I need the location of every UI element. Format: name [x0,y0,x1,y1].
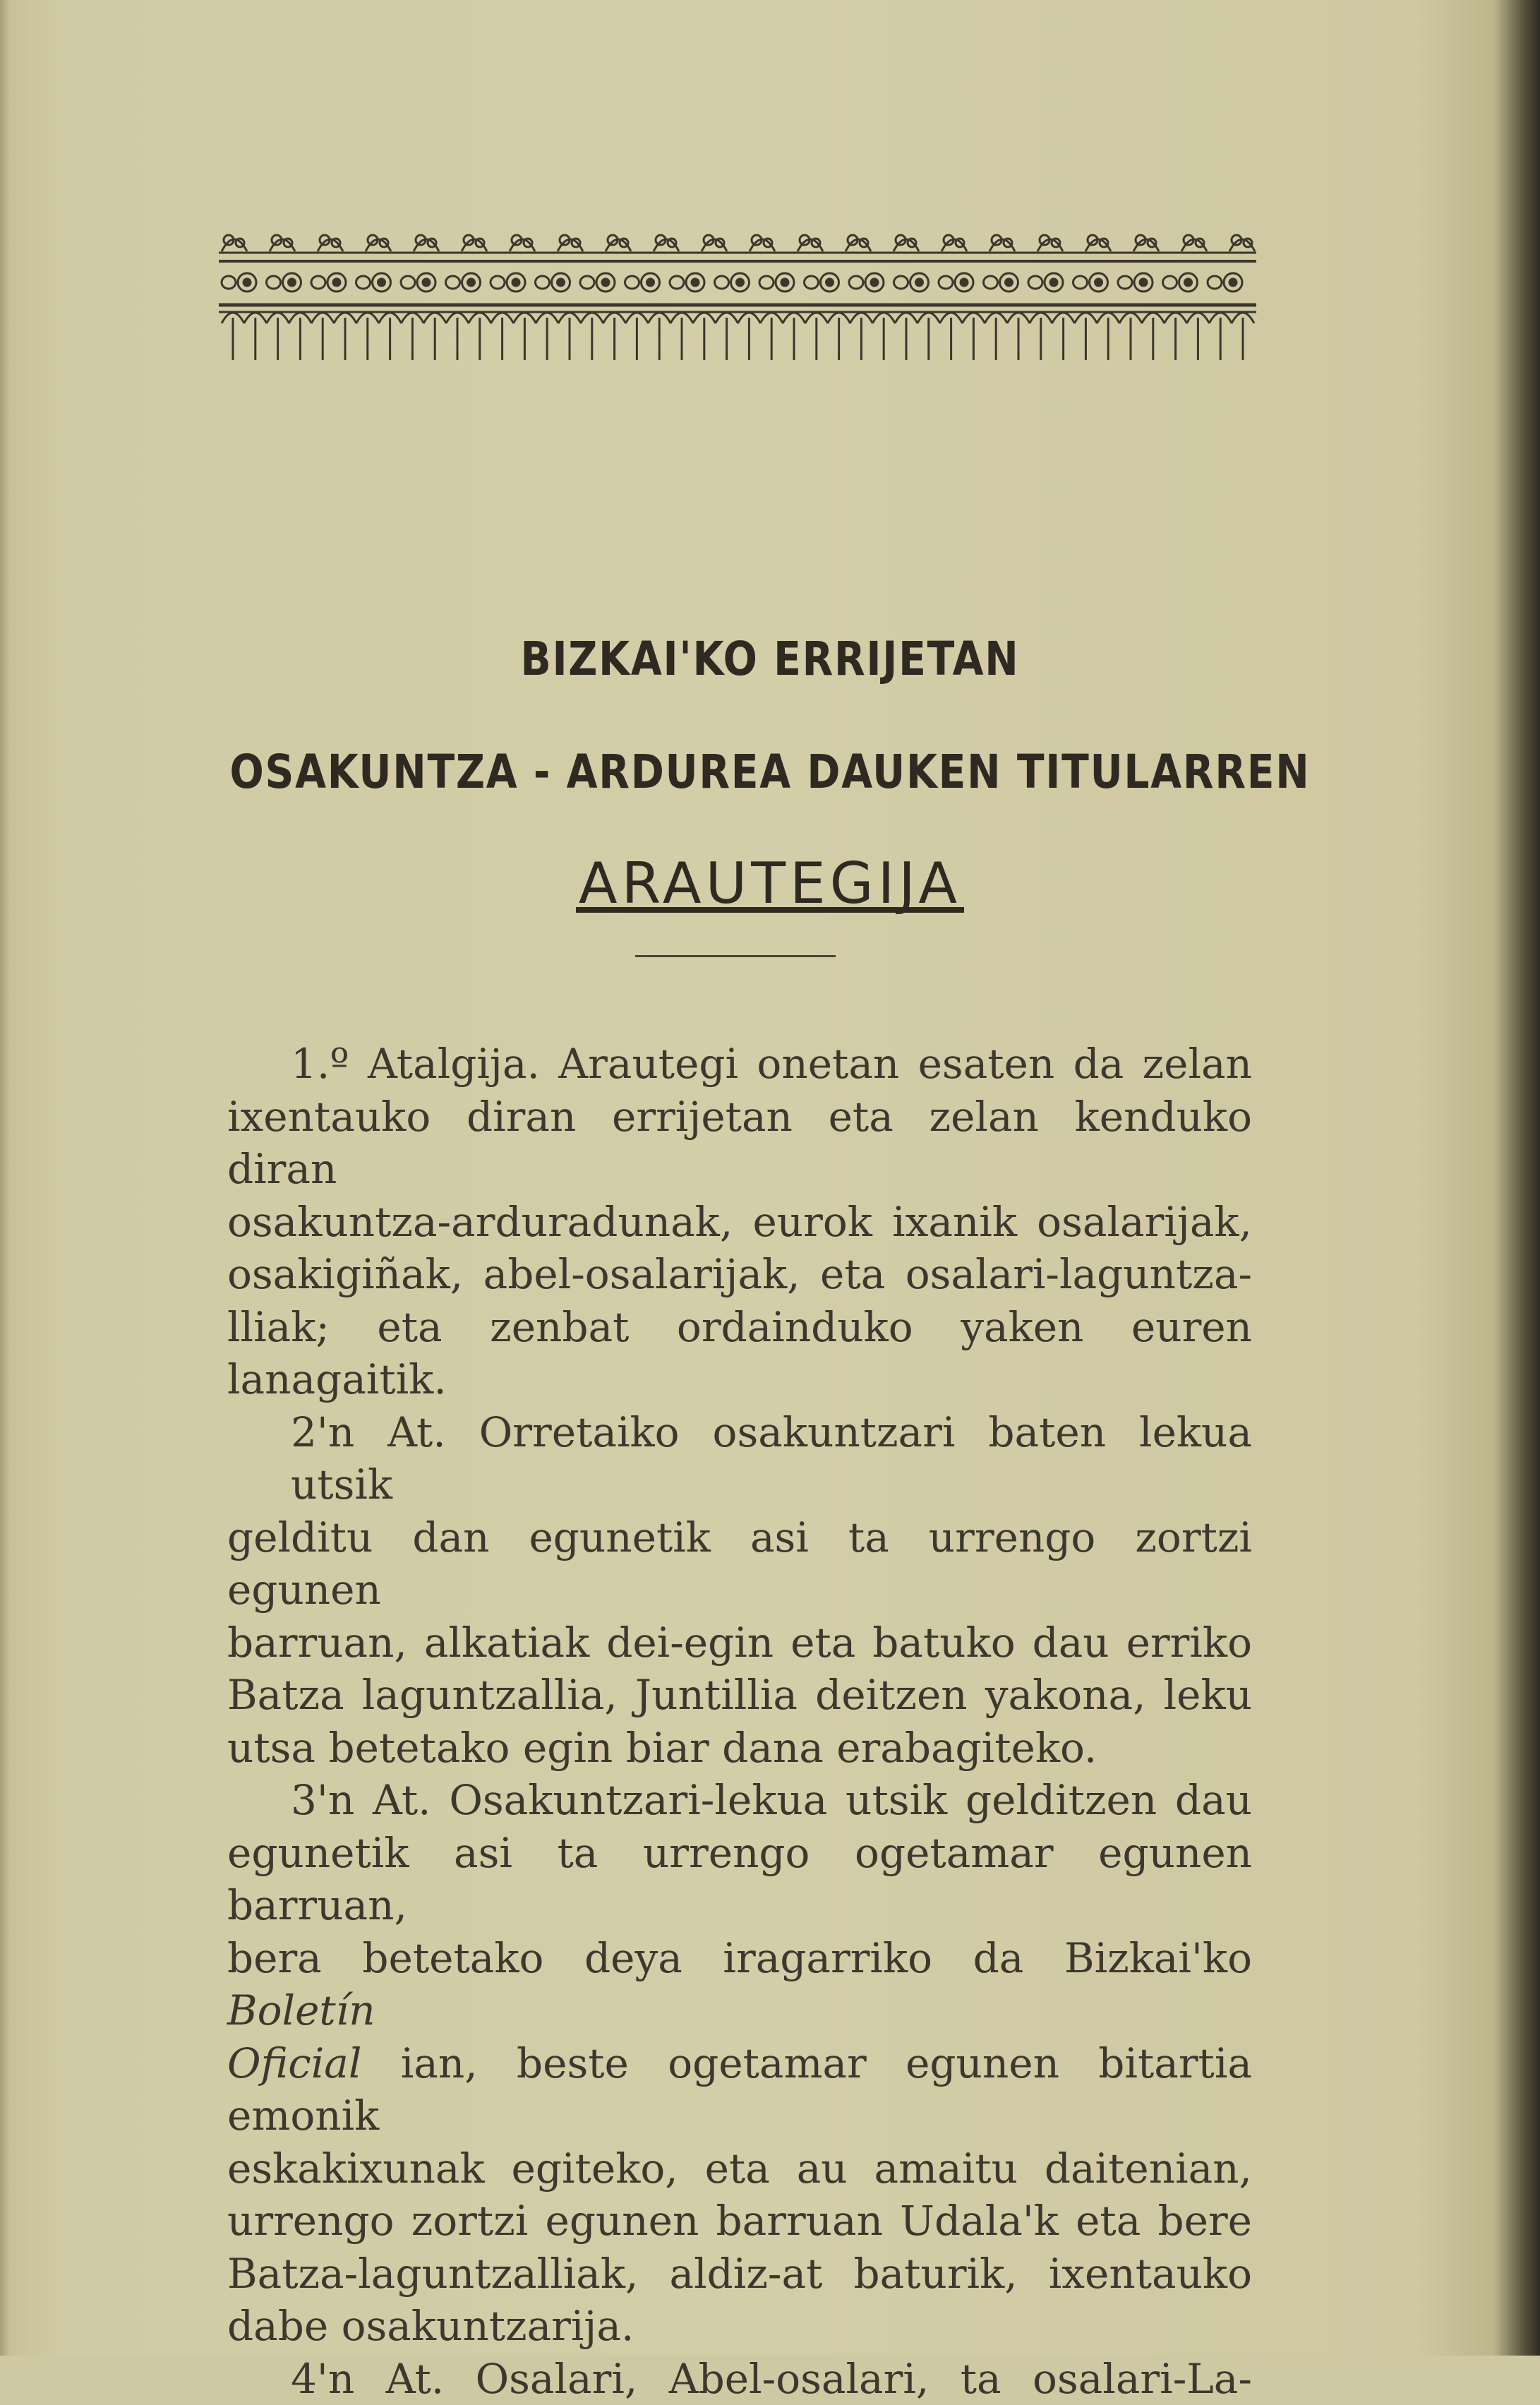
arch-ornament [985,313,1007,360]
arch-ornament [446,313,469,360]
ring-ornament [939,273,973,292]
arch-ornament [895,313,918,360]
flourish-ornament [894,235,919,251]
paragraph-3-line [227,2300,1252,2353]
arch-ornament [356,313,379,360]
arch-ornament [1097,313,1119,360]
text-line: ixentauko diran errijetan eta zelan kenduko diran [227,1093,1252,1194]
page-edge [0,0,10,2356]
text-line: egunetik asi ta urrengo ogetamar egunen barruan, [227,1829,1252,1930]
arch-ornament [828,313,850,360]
paragraph-2-line [227,1617,1252,1669]
arch-ornament [1030,313,1052,360]
arch-ornament [491,313,514,360]
arch-ornament [850,313,872,360]
flourish-ornament [654,235,679,251]
paragraph-2 [227,1406,1252,1511]
flourish-ornament [270,235,295,251]
arch-ornament [1165,313,1187,360]
paragraph-4 [227,2353,1252,2405]
ring-ornament [670,273,704,292]
flourish-ornament [366,235,391,251]
text-line: urrengo zortzi egunen barruan Udala'k eta bere [227,2197,1252,2245]
paragraph-3 [227,1774,1252,1827]
title-divider [635,955,836,957]
text-line: bera betetako deya iragarriko da Bizkai'ko [227,1934,1252,1982]
text-line: ian, beste ogetamar egunen bitartia emonik [227,2039,1252,2140]
ring-ornament [894,273,929,292]
arch-ornament [401,313,423,360]
flourish-ornament [798,235,823,251]
arch-ornament [581,313,603,360]
arch-ornament [536,313,558,360]
arch-ornament [940,313,963,360]
ring-ornament [491,273,525,292]
title-line-2: OSAKUNTZA - ARDUREA DAUKEN TITULARREN [108,745,1433,799]
flourish-ornament [1085,235,1111,251]
arch-ornament [805,313,828,360]
paragraph-3-line [227,2037,1252,2142]
arch-ornament [244,313,267,360]
arch-ornament [334,313,356,360]
text-line: 3'n At. Osakuntzari-lekua utsik gelditzen dau [227,1774,1252,1827]
arch-ornament [872,313,895,360]
paragraph-1 [227,1038,1252,1091]
flourish-ornament [1133,235,1159,251]
paragraph-1-line [227,1196,1252,1249]
arch-ornament [1209,313,1232,360]
arch-ornament [1186,313,1209,360]
arch-ornament [311,313,334,360]
arch-ornament [693,313,716,360]
flourish-ornament [414,235,439,251]
ring-ornament [446,273,481,292]
arch-ornament [469,313,491,360]
ring-ornament [1073,273,1108,292]
arch-ornament [670,313,693,360]
ring-ornament [311,273,346,292]
paragraph-3-line [227,1932,1252,2037]
paragraph-3-line [227,2142,1252,2195]
arch-ornament [1074,313,1097,360]
flourish-ornament [606,235,631,251]
article-text [227,1038,1252,2405]
flourish-ornament [750,235,775,251]
flourish-ornament [1181,235,1207,251]
flourish-ornament [942,235,967,251]
flourish-ornament [702,235,727,251]
ring-ornament [536,273,570,292]
text-line: gelditu dan egunetik asi ta urrengo zortzi egunen [227,1513,1252,1614]
text-line: osakigiñak, abel-osalarijak, eta osalari-laguntza- [227,1250,1252,1298]
paragraph-3-line [227,2195,1252,2248]
arch-ornament [1007,313,1030,360]
ring-ornament [267,273,301,292]
arch-ornament [625,313,648,360]
title-arautegija: ARAUTEGIJA [576,860,964,913]
arch-ornament [603,313,626,360]
arch-ornament [558,313,581,360]
arch-ornament [379,313,402,360]
text-line: barruan, alkatiak dei-egin eta batuko dau erriko [227,1619,1252,1667]
flourish-ornament [1037,235,1063,251]
arch-ornament [1052,313,1075,360]
arch-ornament [738,313,760,360]
arch-ornament [1142,313,1165,360]
italic-title: Boletín [227,1986,375,2034]
text-line: 4'n At. Osalari, Abel-osalari, ta osalari-La- [227,2353,1252,2405]
ring-ornament [715,273,750,292]
paragraph-2-line [227,1722,1252,1775]
ring-ornament [580,273,615,292]
arch-ornament [289,313,311,360]
paragraph-1-line [227,1301,1252,1406]
arch-ornament [1232,313,1254,360]
paragraph-3-line [227,2248,1252,2301]
arch-ornament [648,313,670,360]
ring-ornament [984,273,1018,292]
text-line: 2'n At. Orretaiko osakuntzari baten lekua utsik [227,1406,1252,1511]
arch-ornament [222,313,244,360]
flourish-ornament [558,235,583,251]
text-line: Batza-laguntzalliak, aldiz-at baturik, ixentauko [227,2250,1252,2298]
ring-ornament [1118,273,1153,292]
arch-ornament [962,313,985,360]
ring-ornament [625,273,660,292]
arch-ornament [918,313,940,360]
flourish-ornament [846,235,871,251]
text-line: osakuntza-arduradunak, eurok ixanik osalarijak, [227,1198,1252,1246]
paragraph-3-line [227,1827,1252,1932]
ring-ornament [222,273,256,292]
flourish-ornament [462,235,487,251]
flourish-ornament [318,235,343,251]
flourish-ornament [989,235,1015,251]
text-line: utsa betetako egin biar dana erabagiteko. [227,1724,1097,1772]
ring-ornament [805,273,839,292]
flourish-ornament [510,235,535,251]
arch-ornament [783,313,805,360]
paragraph-1-line [227,1248,1252,1301]
ring-ornament [401,273,435,292]
ring-ornament [1028,273,1063,292]
flourish-ornament [222,235,247,251]
text-line: eskakixunak egiteko, eta au amaitu daitenian, [227,2145,1252,2193]
title-line-1: BIZKAI'KO ERRIJETAN [108,632,1433,686]
text-line: dabe osakuntzarija. [227,2302,634,2350]
arch-ornament [716,313,738,360]
paragraph-1-line [227,1091,1252,1196]
arch-ornament [513,313,536,360]
ring-ornament [356,273,391,292]
text-line: 1.º Atalgija. Arautegi onetan esaten da zelan [227,1038,1252,1091]
decorative-header-ornament [219,212,1256,381]
title-line-3 [0,851,1540,916]
text-line: lliak; eta zenbat ordainduko yaken euren lanagaitik. [227,1303,1252,1404]
flourish-ornament [1229,235,1255,251]
arch-ornament [760,313,783,360]
ring-ornament [1163,273,1198,292]
arch-ornament [1119,313,1142,360]
paragraph-2-line [227,1669,1252,1722]
ring-ornament [1208,273,1242,292]
arch-ornament [267,313,289,360]
ring-ornament [759,273,794,292]
text-line: Batza laguntzallia, Juntillia deitzen yakona, leku [227,1671,1252,1719]
ring-ornament [849,273,884,292]
paragraph-2-line [227,1511,1252,1617]
italic-title: Oficial [227,2039,361,2087]
arch-ornament [423,313,446,360]
